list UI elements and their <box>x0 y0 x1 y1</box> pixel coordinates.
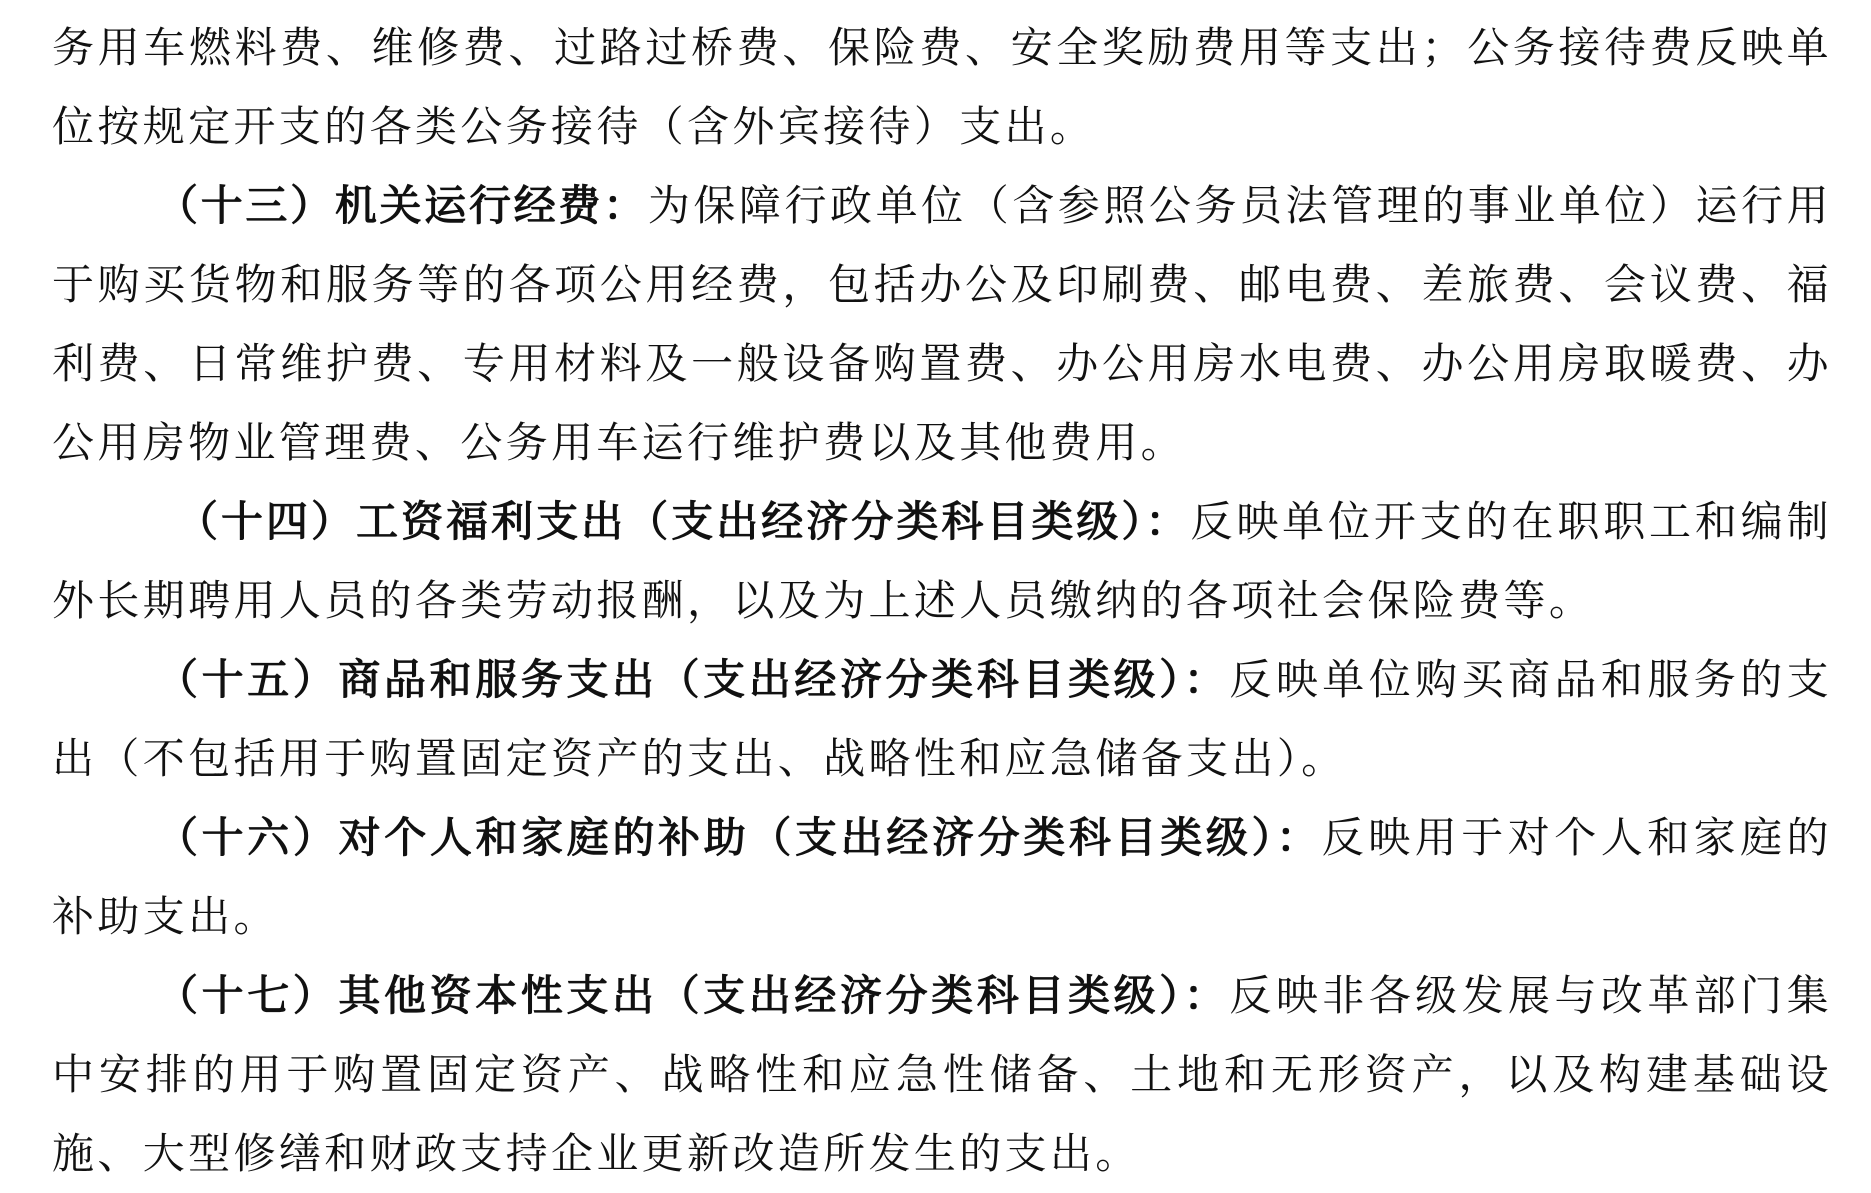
paragraph-item-17 <box>52 956 1832 1193</box>
paragraph-text: 反映单位购买商品和服务的支出（不包括用于购置固定资产的支出、战略性和应急储备支出）。 <box>52 655 1832 783</box>
paragraph-heading: （十三）机关运行经费： <box>156 181 648 230</box>
paragraph-continuation <box>52 8 1832 166</box>
paragraph-text: 反映用于对个人和家庭的补助支出。 <box>52 813 1832 941</box>
paragraph-item-14 <box>52 482 1832 640</box>
paragraph-text: 务用车燃料费、维修费、过路过桥费、保险费、安全奖励费用等支出；公务接待费反映单位按规定开支的各类公务接待（含外宾接待）支出。 <box>52 23 1832 151</box>
paragraph-item-16 <box>52 798 1832 956</box>
paragraph-heading: （十六）对个人和家庭的补助（支出经济分类科目类级）： <box>156 813 1322 862</box>
paragraph-heading: （十七）其他资本性支出（支出经济分类科目类级）： <box>156 971 1230 1020</box>
paragraph-heading: （十四）工资福利支出（支出经济分类科目类级）： <box>176 497 1191 546</box>
paragraph-item-15 <box>52 640 1832 798</box>
paragraph-text: 为保障行政单位（含参照公务员法管理的事业单位）运行用于购买货物和服务等的各项公用经费，包括办公及印刷费、邮电费、差旅费、会议费、福利费、日常维护费、专用材料及一般设备购置费、办公用房水电费、办公用房取暖费、办公用房物业管理费、公务用车运行维护费以及其他费用。 <box>52 181 1832 467</box>
paragraph-heading: （十五）商品和服务支出（支出经济分类科目类级）： <box>156 655 1230 704</box>
document-page <box>52 8 1832 1193</box>
paragraph-text: 反映单位开支的在职职工和编制外长期聘用人员的各类劳动报酬，以及为上述人员缴纳的各项社会保险费等。 <box>52 497 1832 625</box>
paragraph-text: 反映非各级发展与改革部门集中安排的用于购置固定资产、战略性和应急性储备、土地和无形资产，以及构建基础设施、大型修缮和财政支持企业更新改造所发生的支出。 <box>52 971 1832 1178</box>
paragraph-item-13 <box>52 166 1832 482</box>
